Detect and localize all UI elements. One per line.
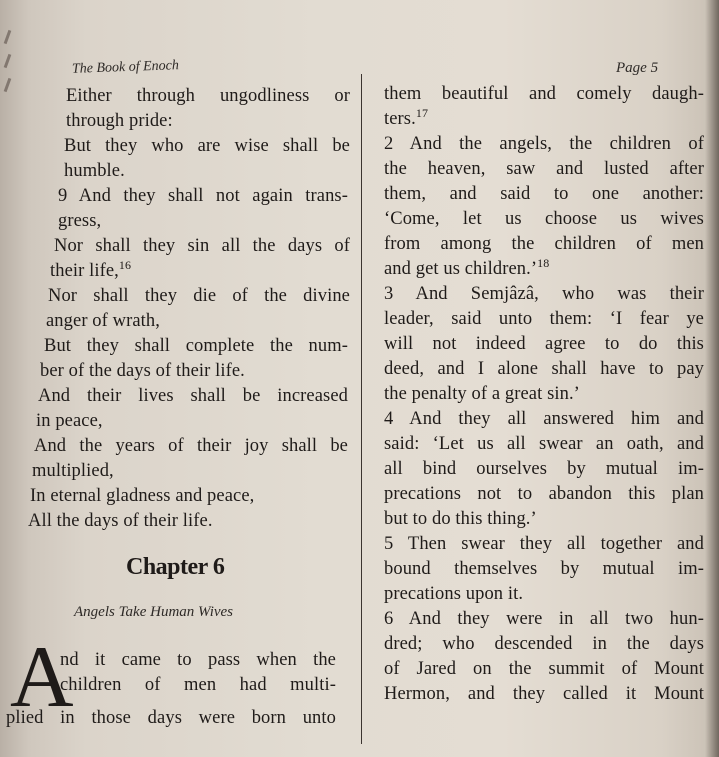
text-line: and get us children.’ (384, 259, 538, 279)
text-line: 2 And the angels, the children of (384, 134, 704, 154)
text-line: 9 And they shall not again trans- (58, 186, 348, 206)
text-line: 5 Then swear they all together and (384, 534, 704, 554)
chapter-heading: Chapter 6 (126, 554, 225, 580)
binding-edge (0, 20, 20, 140)
text-line: ber of the days of their life. (40, 361, 245, 381)
text-line: through pride: (66, 111, 173, 131)
text-line: Hermon, and they called it Mount (384, 684, 704, 704)
footnote-marker: 16 (118, 258, 132, 272)
text-line: deed, and I alone shall have to pay (384, 359, 704, 379)
text-line: ‘Come, let us choose us wives (384, 209, 704, 229)
text-line: In eternal gladness and peace, (30, 486, 255, 506)
text-line: precations upon it. (384, 584, 524, 604)
text-line-with-footnote (384, 257, 704, 282)
text-line: all bind ourselves by mutual im- (384, 459, 704, 479)
drop-cap: A (10, 629, 74, 726)
column-divider (361, 74, 362, 744)
text-line-with-footnote (28, 259, 350, 284)
text-line: said: ‘Let us all swear an oath, and (384, 434, 704, 454)
text-line: will not indeed agree to do this (384, 334, 704, 354)
text-line: humble. (64, 161, 125, 181)
text-line: Nor shall they die of the divine (48, 286, 350, 306)
text-line: them, and said to one another: (384, 184, 704, 204)
text-line: their life, (50, 261, 119, 281)
running-header-title: The Book of Enoch (71, 58, 180, 77)
right-column (384, 82, 704, 707)
text-line: precations not to abandon this plan (384, 484, 704, 504)
text-line: nd it came to pass when the (60, 650, 336, 670)
text-line: ters. (384, 109, 416, 129)
text-line: from among the children of men (384, 234, 704, 254)
text-line: the penalty of a great sin.’ (384, 384, 580, 404)
running-header-page: Page 5 (616, 60, 659, 76)
text-line: plied in those days were born unto (6, 708, 336, 728)
text-line: All the days of their life. (28, 511, 213, 531)
text-line: but to do this thing.’ (384, 509, 537, 529)
text-line-with-footnote (384, 107, 704, 132)
text-line: Either through ungodliness or (66, 86, 350, 106)
footnote-marker: 18 (537, 256, 550, 270)
text-line: But they shall complete the num- (44, 336, 348, 356)
text-line: children of men had multi- (60, 675, 336, 695)
text-line: anger of wrath, (46, 311, 160, 331)
text-line: And the years of their joy shall be (34, 436, 348, 456)
left-column (28, 84, 350, 534)
text-line: of Jared on the summit of Mount (384, 659, 704, 679)
chapter-subtitle: Angels Take Human Wives (74, 604, 234, 620)
text-line: dred; who descended in the days (384, 634, 704, 654)
text-line: 6 And they were in all two hun- (384, 609, 704, 629)
text-line: in peace, (36, 411, 103, 431)
text-line: them beautiful and comely daugh- (384, 84, 704, 104)
text-line: Nor shall they sin all the days of (54, 236, 350, 256)
text-line: 4 And they all answered him and (384, 409, 704, 429)
text-line: leader, said unto them: ‘I fear ye (384, 309, 704, 329)
text-line: bound themselves by mutual im- (384, 559, 704, 579)
text-line: the heaven, saw and lusted after (384, 159, 704, 179)
text-line: 3 And Semjâzâ, who was their (384, 284, 704, 304)
footnote-marker: 17 (415, 106, 429, 120)
text-line: And their lives shall be increased (38, 386, 348, 406)
chapter-opening (60, 648, 336, 698)
text-line: But they who are wise shall be (64, 136, 350, 156)
chapter-opening-continued (6, 706, 336, 731)
text-line: gress, (58, 211, 102, 231)
text-line: multiplied, (32, 461, 114, 481)
